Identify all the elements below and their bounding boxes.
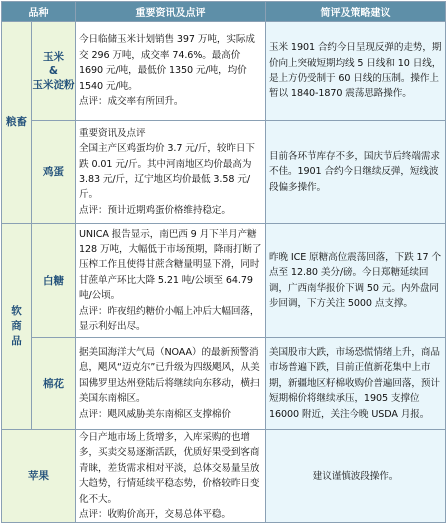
news-sugar: UNICA 报告显示，南巴西 9 月下半月产糖 128 万吨，大幅低于市场预期，降雨打断了压榨工作且使得甘蔗含糖量明显下滑，同时甘蔗单产环比大降 5.21 吨/公顷至 64.79 吨/公顷。 点评：昨夜纽约糖价小幅上冲后大幅回落，显示利好出尽。 [76, 224, 266, 338]
table-row-apple [2, 430, 446, 523]
header-variety: 品种 [2, 2, 76, 22]
news-cotton: 据美国海洋大气局（NOAA）的最新预警消息，飓风“迈克尔”已升级为四级飓风，从美国佛罗里达州登陆后将继续向东移动，横扫美国东南棉区。 点评：飓风威胁美东南棉区支撑棉价 [76, 338, 266, 430]
product-egg: 鸡蛋 [32, 121, 76, 224]
header-strategy: 简评及策略建议 [266, 2, 446, 22]
strategy-egg: 目前各环节库存不多，国庆节后终端需求不佳。1901 合约今日继续反弹，短线波段偏多操作。 [266, 121, 446, 224]
news-apple: 今日产地市场上货增多，入库采购的也增多，买卖交易逐渐活跃，优质好果受到客商青睐，差货需求相对平淡，总体交易量呈放大趋势，行情延续平稳态势，价格较昨日变化不大。 点评：收购价高开，交易总体平稳。 [76, 430, 266, 523]
news-egg: 重要资讯及点评 全国主产区鸡蛋均价 3.7 元/斤，较昨日下跌 0.01 元/斤。其中河南地区均价最高为 3.83 元/斤，辽宁地区均价最低 3.58 元/斤。 点评：预计近期鸡蛋价格维持稳定。 [76, 121, 266, 224]
category-grain: 粮畜 [2, 22, 32, 224]
table-row-cotton [2, 338, 446, 430]
strategy-cotton: 美国股市大跌，市场恐慌情绪上升，商品市场普遍下跌，目前正值新花集中上市期，新疆地区籽棉收购价普遍回落，预计短期棉价将继续承压，1905 支撑位 16000 附近，关注今晚 USDA 月报。 [266, 338, 446, 430]
strategy-apple: 建议谨慎波段操作。 [266, 430, 446, 523]
product-apple: 苹果 [2, 430, 76, 523]
product-sugar: 白糖 [32, 224, 76, 338]
strategy-corn: 玉米 1901 合约今日呈现反弹的走势，期价向上突破短期均线 5 日线和 10 日线，是上方仍受制于 60 日线的压制。操作上暂以 1840-1870 震荡思路操作。 [266, 22, 446, 121]
product-cotton: 棉花 [32, 338, 76, 430]
table-header-row [2, 2, 446, 22]
header-news: 重要资讯及点评 [76, 2, 266, 22]
category-soft [2, 224, 32, 430]
product-corn: 玉米 & 玉米淀粉 [32, 22, 76, 121]
table-row-corn [2, 22, 446, 121]
category-soft-label: 软商品 [11, 305, 22, 347]
table-row-egg [2, 121, 446, 224]
strategy-sugar: 昨晚 ICE 原糖高位震荡回落，下跌 17 个点至 12.80 美分/磅。今日郑糖延续回调，广西南华报价下调 50 元。内外盘同步回调，下方关注 5000 点支撑。 [266, 224, 446, 338]
market-commentary-table [1, 1, 446, 523]
news-corn: 今日临储玉米计划销售 397 万吨，实际成交 296 万吨，成交率 74.6%。最高价 1690 元/吨，最低价 1350 元/吨，均价 1540 元/吨。 点评：成交率有所回升。 [76, 22, 266, 121]
table-row-sugar [2, 224, 446, 338]
